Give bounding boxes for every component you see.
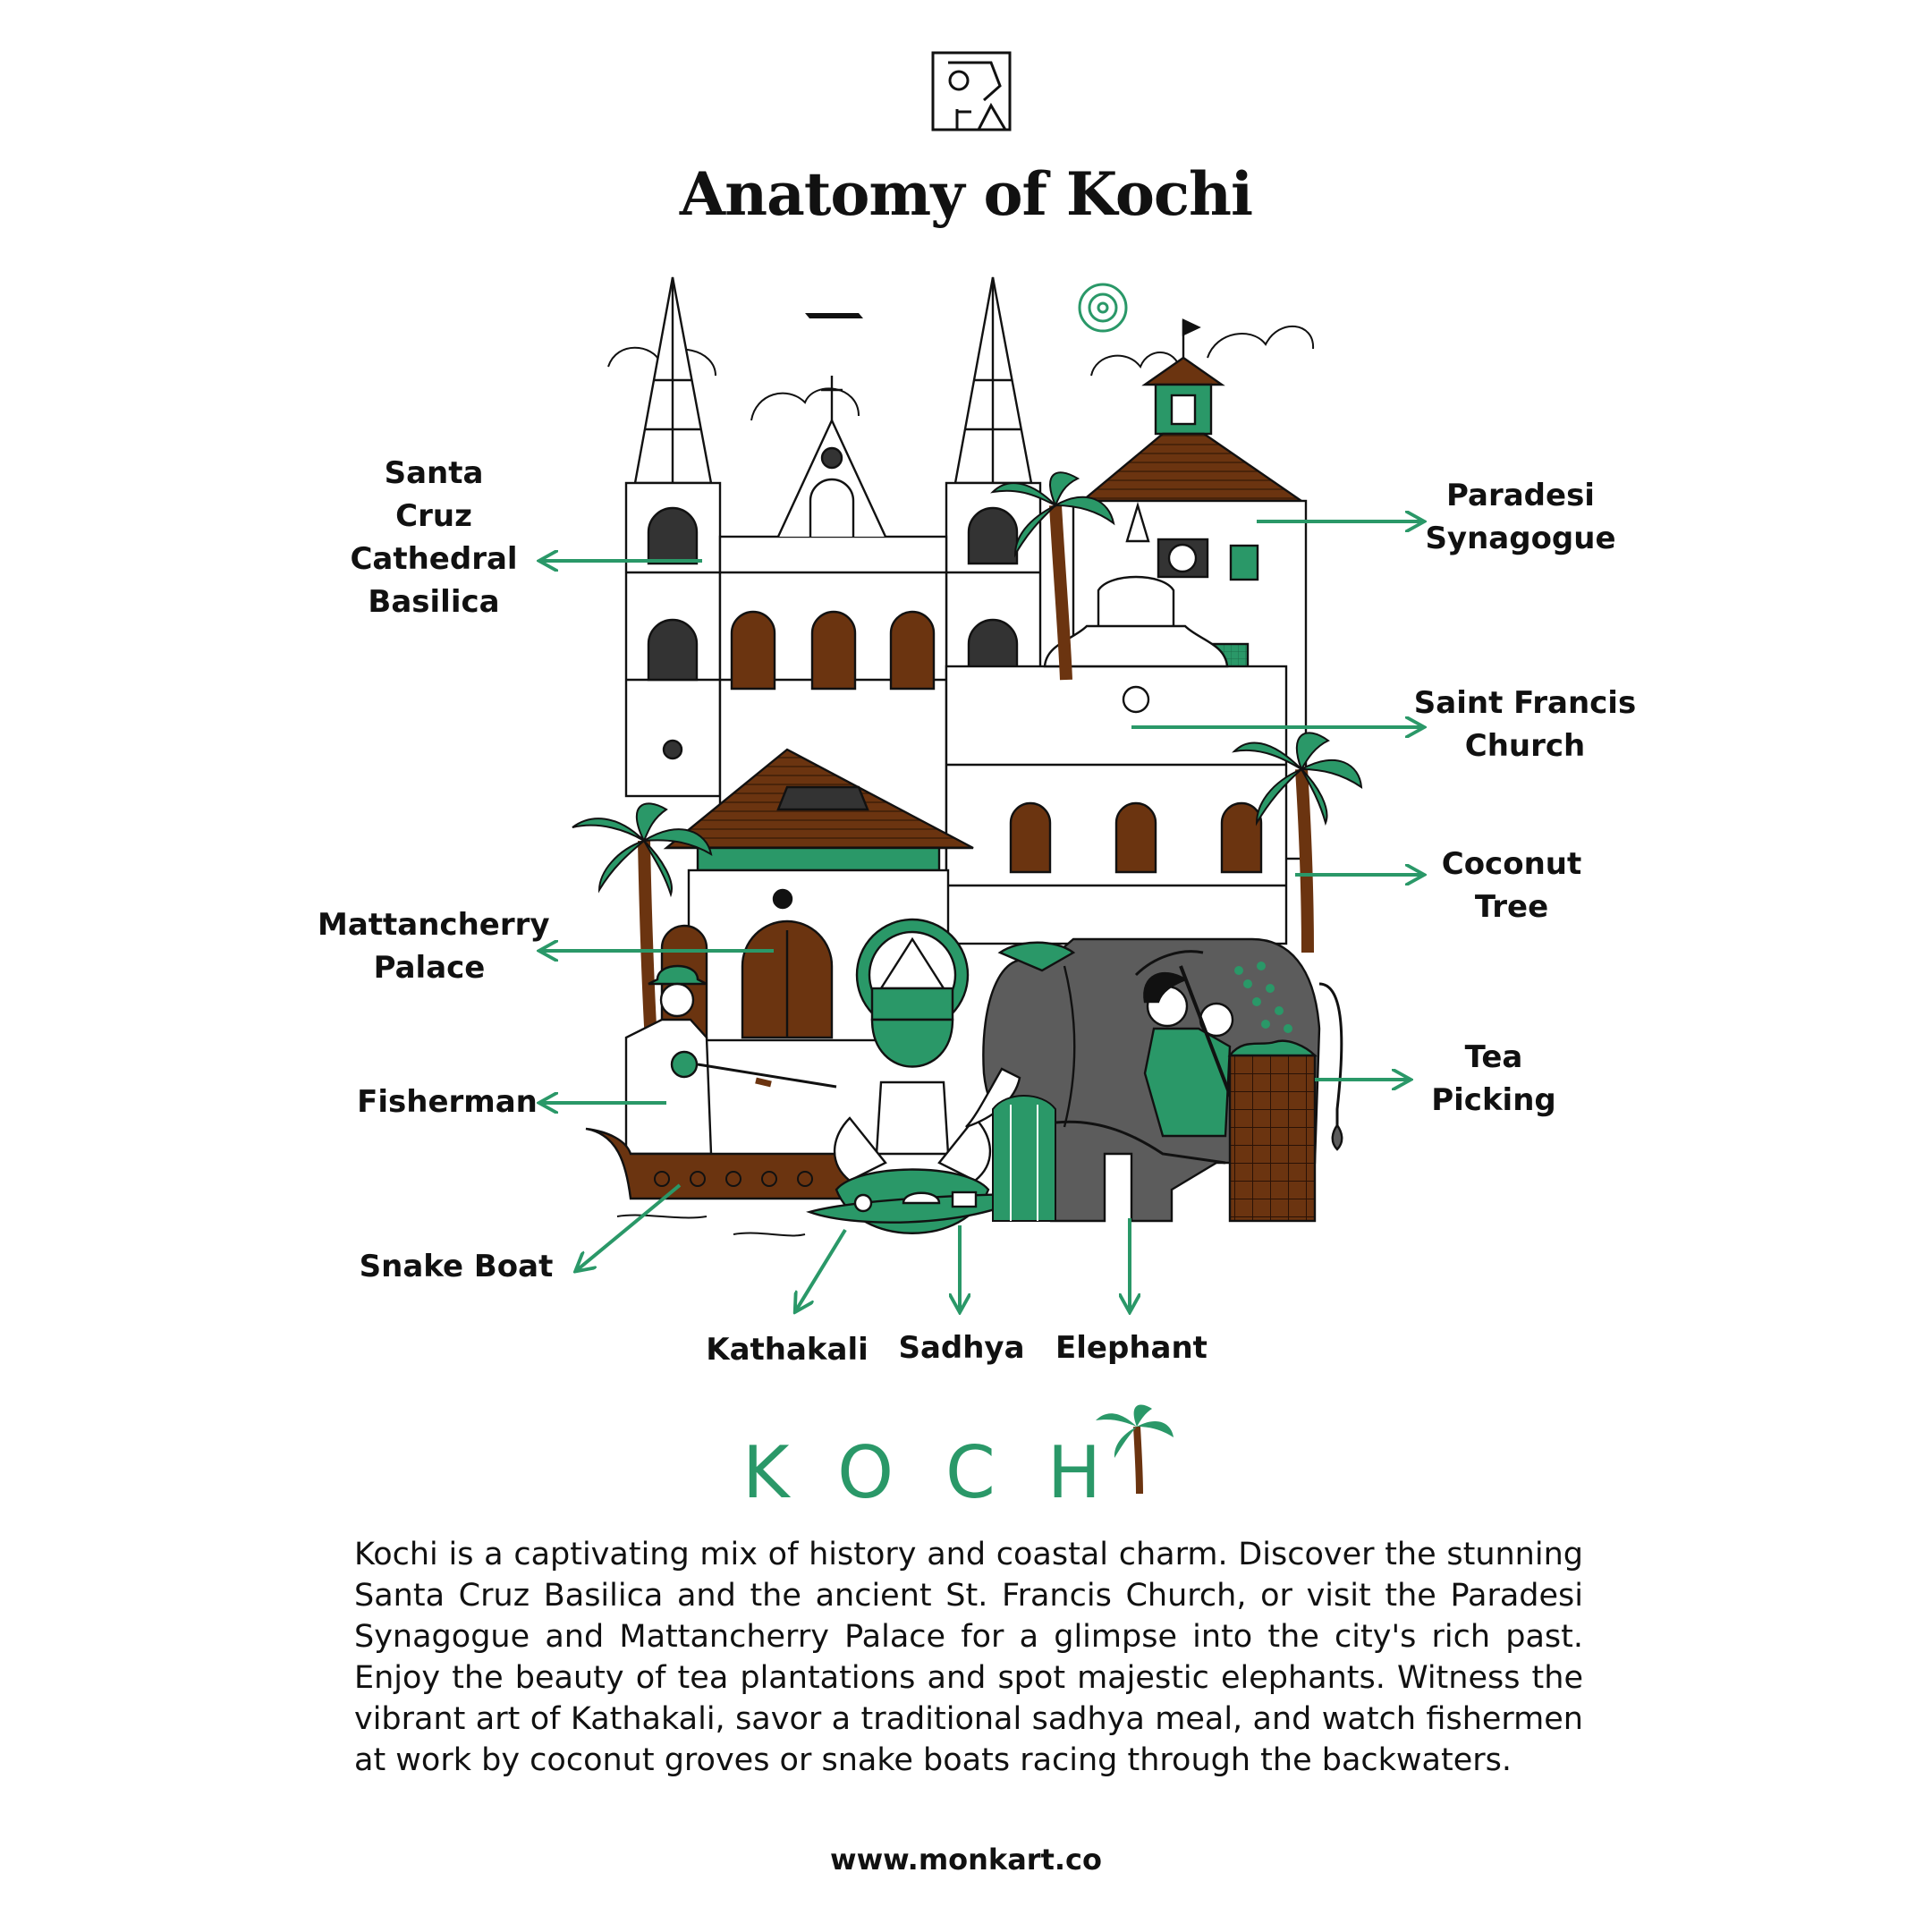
label-mattancherry: Mattancherry Palace (318, 907, 550, 986)
label-coconut: Coconut Tree (1441, 846, 1582, 925)
tea-plants (993, 1096, 1055, 1221)
label-snake-boat: Snake Boat (359, 1249, 554, 1284)
label-fisherman: Fisherman (357, 1084, 538, 1120)
footer-url[interactable]: www.monkart.co (830, 1843, 1102, 1877)
label-elephant: Elephant (1055, 1330, 1208, 1366)
label-sadhya: Sadhya (898, 1330, 1025, 1366)
label-tea: Tea Picking (1431, 1039, 1556, 1118)
sun-icon (1080, 284, 1126, 331)
page-title: Anatomy of Kochi (679, 159, 1253, 229)
label-saint-francis: Saint Francis Church (1413, 685, 1637, 764)
description: Kochi is a captivating mix of history and coastal charm. Discover the stunning Santa Cruz Basilica and the ancient St. Francis Church, or visit the Paradesi Synagogue and Mattancherry Palace for a glimpse into the city's rich past. Enjoy the beauty of tea plantations and spot majestic elephants. Witness the vibrant art of Kathakali, savor a traditional sadhya meal, and watch fishermen at work by coconut groves or snake boats racing through the backwaters. (354, 1537, 1583, 1778)
brand-wordmark: KOCH (742, 1431, 1154, 1514)
label-santa-cruz: Santa Cruz Cathedral Basilica (350, 455, 518, 620)
monkart-logo-icon (933, 53, 1010, 130)
arrow-kathakali (796, 1230, 845, 1310)
label-kathakali: Kathakali (706, 1332, 869, 1368)
label-paradesi: Paradesi Synagogue (1425, 478, 1616, 556)
airplane-icon (805, 313, 863, 318)
arrow-snake-boat (577, 1185, 680, 1270)
kathakali-dancer (835, 919, 990, 1233)
